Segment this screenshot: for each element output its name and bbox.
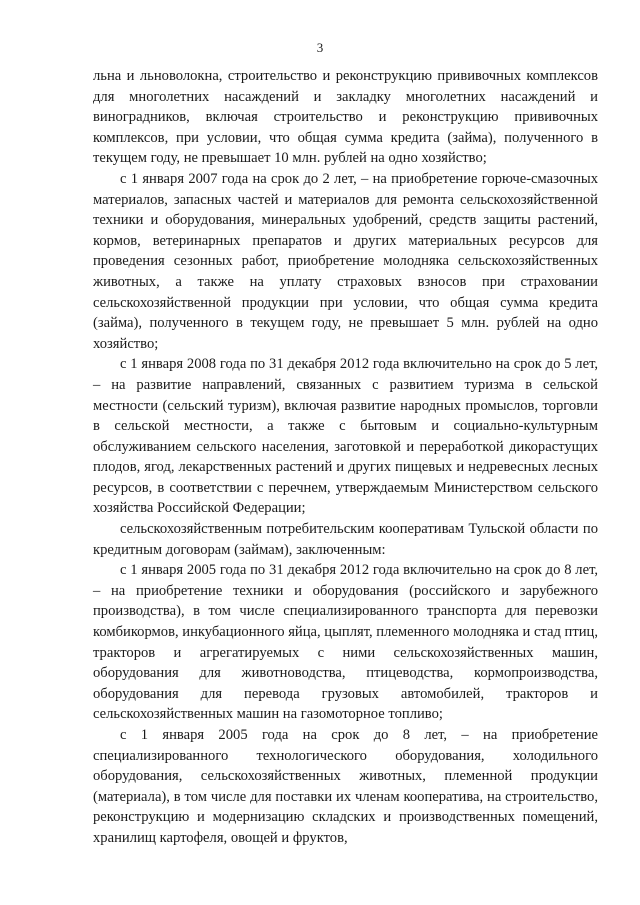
paragraph-cooperatives-intro: сельскохозяйственным потребительским кооперативам Тульской области по кредитным договорам (займам), заключенным: [93,521,598,558]
paragraph-continuation: льна и льноволокна, строительство и реконструкцию прививочных комплексов для многолетних насаждений и закладку многолетних насаждений и виноградников, включая строительство и реконструкцию прививочных комплексов, при условии, что общая сумма кредита (займа), полученного в текущем году, не превышает 10 млн. рублей на одно хозяйство; [93,68,598,167]
paragraph-equipment-purchase: с 1 января 2005 года по 31 декабря 2012 года включительно на срок до 8 лет, – на приобретение техники и оборудования (российского и зарубежного производства), в том числе специализированного транспорта для перевозки комбикормов, инкубационного яйца, цыплят, племенного молодняка и стад птиц, тракторов и агрегатируемых с ними сельскохозяйственных машин, оборудования для животноводства, птицеводства, кормопроизводства, оборудования для перевода грузовых автомобилей, тракторов и сельскохозяйственных машин на газомоторное топливо; [93,562,599,723]
paragraph-rural-tourism: с 1 января 2008 года по 31 декабря 2012 года включительно на срок до 5 лет, – на развитие направлений, связанных с развитием туризма в сельской местности (сельский туризм), включая развитие народных промыслов, торговли в сельской местности, а также с бытовым и социально-культурным обслуживанием сельского населения, заготовкой и переработкой дикорастущих плодов, ягод, лекарственных растений и других пищевых и недревесных лесных ресурсов, в соответствии с перечнем, утверждаемым Министерством сельского хозяйства Российской Федерации; [93,356,598,517]
paragraph-fuel-materials: с 1 января 2007 года на срок до 2 лет, – на приобретение горюче-смазочных материалов, запасных частей и материалов для ремонта сельскохозяйственной техники и оборудования, минеральных удобрений, средств защиты растений, кормов, ветеринарных препаратов и других материальных ресурсов для проведения сезонных работ, приобретение молодняка сельскохозяйственных животных, а также на уплату страховых взносов при страховании сельскохозяйственной продукции при условии, что общая сумма кредита (займа), полученного в текущем году, не превышает 5 млн. рублей на одно хозяйство; [93,170,598,352]
document-body [93,66,598,849]
page-number: 3 [316,40,324,55]
paragraph-specialized-equipment: с 1 января 2005 года на срок до 8 лет, – на приобретение специализированного технологического оборудования, холодильного оборудования, сельскохозяйственных животных, племенной продукции (материала), в том числе для поставки их членам кооператива, на строительство, реконструкцию и модернизацию складских и производственных помещений, хранилищ картофеля, овощей и фруктов, [93,727,598,846]
